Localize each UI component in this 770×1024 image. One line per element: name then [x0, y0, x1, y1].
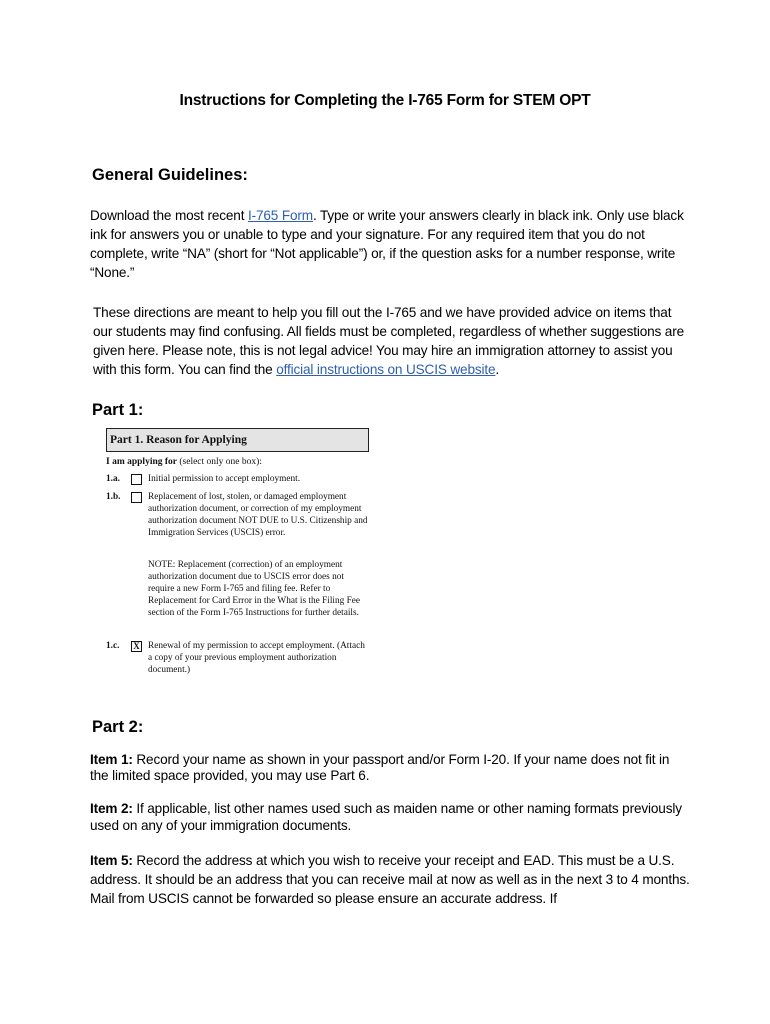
paragraph-text: Download the most recent: [90, 208, 248, 223]
item-label: Item 2:: [90, 801, 133, 816]
option-1a-checkbox: [131, 474, 142, 485]
part2-item-2: [90, 800, 690, 834]
option-1b-text: Replacement of lost, stolen, or damaged employment authorization document, or correction of my employment authorization document NOT DUE to U.S. Citizenship and Immigration Services (USCIS) error.: [148, 492, 368, 538]
option-1b-checkbox: [131, 492, 142, 503]
option-1a-text: Initial permission to accept employment.: [148, 474, 301, 484]
option-1c-text: Renewal of my permission to accept employment. (Attach a copy of your previous employment authorization document.): [148, 641, 365, 675]
form-excerpt-part1: [106, 428, 376, 678]
option-1a-label: 1.a.: [106, 474, 120, 484]
form-section-header: Part 1. Reason for Applying: [106, 428, 369, 452]
general-guidelines-heading: General Guidelines:: [92, 166, 248, 184]
option-1b-label: 1.b.: [106, 492, 121, 502]
part2-item-1: [90, 752, 690, 784]
item-text: Record the address at which you wish to receive your receipt and EAD. This must be a U.S. address. It should be an address that you can receive mail at now as well as in the next 3 to 4 months. Mail from USCIS cannot be forwarded so please ensure an accurate address. If: [90, 853, 690, 906]
general-paragraph-2: [93, 303, 693, 379]
i765-form-link[interactable]: I-765 Form: [247, 208, 313, 223]
part2-item-5: [90, 851, 690, 908]
item-text: Record your name as shown in your passport and/or Form I-20. If your name does not fit in the limited space provided, you may use Part 6.: [90, 752, 670, 783]
option-1b-note: NOTE: Replacement (correction) of an employment authorization document due to USCIS error does not require a new Form I-765 and filing fee. Refer to Replacement for Card Error in the What is the Filing Fee section of the Form I-765 Instructions for further details.: [148, 560, 361, 618]
form-intro: [106, 456, 262, 468]
part1-heading: Part 1:: [92, 401, 144, 419]
page-title: Instructions for Completing the I-765 Form for STEM OPT: [179, 92, 591, 109]
item-text: If applicable, list other names used such as maiden name or other naming formats previously used on any of your immigration documents.: [90, 801, 682, 833]
form-intro-bold: I am applying for: [106, 457, 177, 467]
paragraph-text: .: [495, 362, 500, 377]
uscis-instructions-link[interactable]: official instructions on USCIS website: [276, 362, 496, 377]
general-paragraph-1: [90, 206, 690, 282]
part2-heading: Part 2:: [92, 718, 144, 736]
item-label: Item 5:: [90, 853, 133, 868]
option-1c-checkbox: X: [131, 641, 142, 652]
form-intro-normal: (select only one box):: [177, 457, 262, 467]
paragraph-text: These directions are meant to help you fill out the I-765 and we have provided advice on items that our students may find confusing. All fields must be completed, regardless of whether suggestions are given here. Please note, this is not legal advice! You may hire an immigration attorney to assist you with this form. You can find the: [93, 305, 685, 377]
option-1c-label: 1.c.: [106, 641, 120, 651]
paragraph-text: . Type or write your answers clearly in black ink. Only use black ink for answers you or unable to type and your signature. For any required item that you do not complete, write “NA” (short for “Not applicable”) or, if the question asks for a number response, write “None.”: [90, 208, 684, 280]
item-label: Item 1:: [90, 752, 133, 767]
